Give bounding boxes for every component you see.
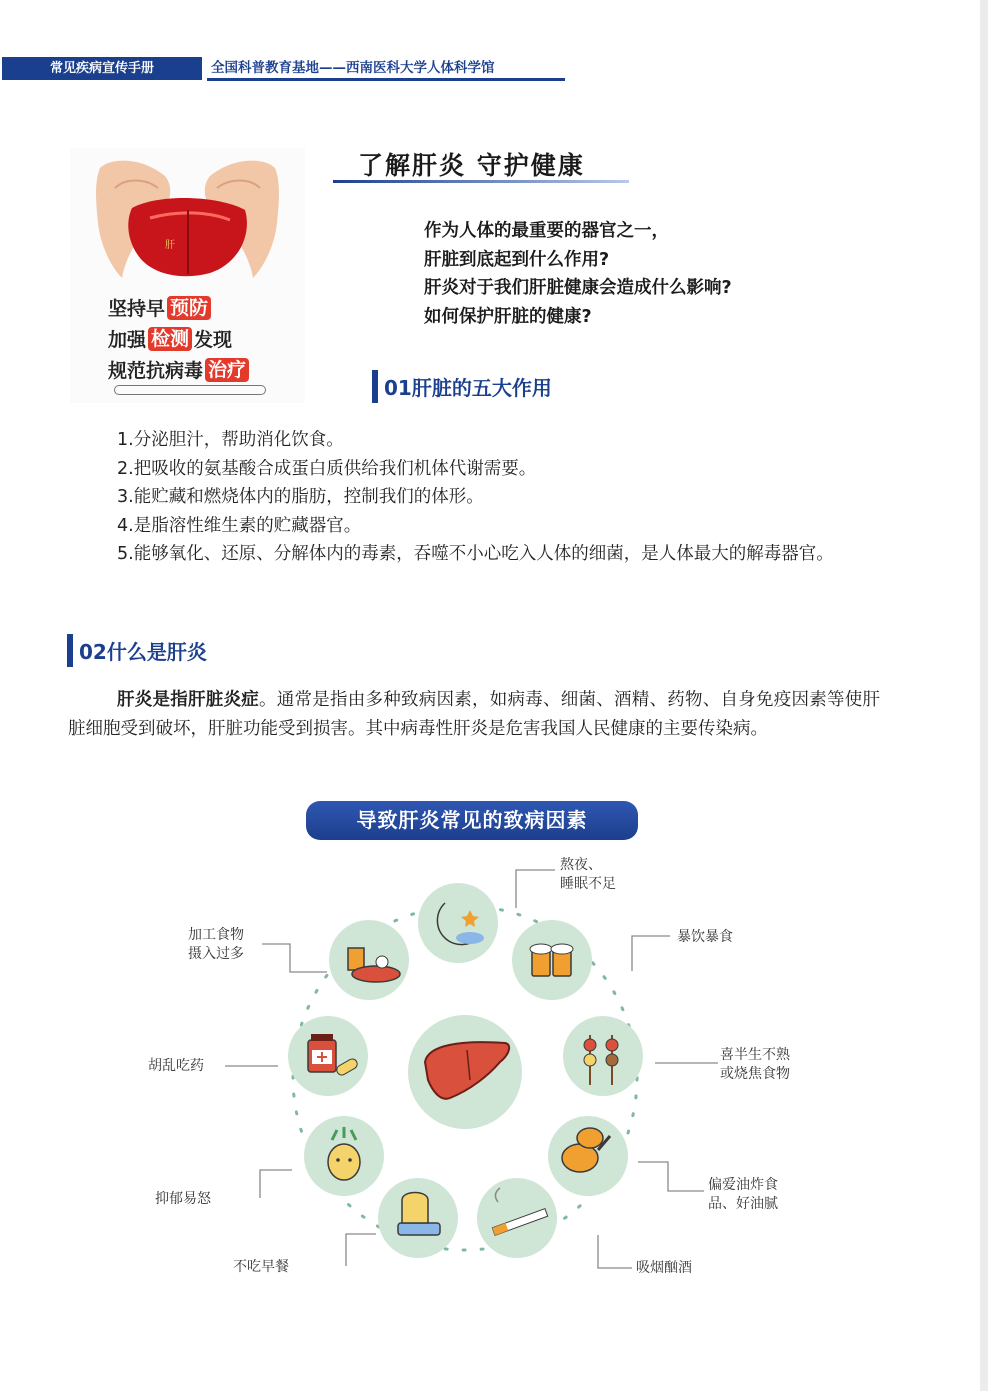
label-line: 品、好油腻 [708, 1196, 778, 1212]
definition-lead: 肝炎是指肝脏炎症 [117, 690, 259, 710]
label-line: 摄入过多 [188, 946, 244, 962]
page-title: 了解肝炎 守护健康 [358, 151, 585, 180]
institution-label: 全国科普教育基地——西南医科大学人体科学馆 [211, 60, 495, 76]
header-rule [207, 78, 565, 81]
cigarette-icon [477, 1178, 557, 1258]
risk-factors-diagram [0, 840, 988, 1310]
label-line: 抑郁易怒 [155, 1191, 211, 1207]
factor-label-processed [188, 926, 244, 964]
promo-line [108, 292, 251, 323]
promo-text: 规范抗病毒 [108, 360, 204, 382]
promo-highlight: 检测 [148, 327, 192, 351]
moon-sleep-icon [418, 883, 498, 963]
heading-text: 02什么是肝炎 [79, 640, 207, 664]
intro-line: 作为人体的最重要的器官之一， [424, 221, 669, 241]
definition-body: 。通常是指由多种致病因素，如病毒、细菌、酒精、药物、自身免疫因素等使肝脏细胞受到破坏，肝脏功能受到损害。其中病毒性肝炎是危害我国人民健康的主要传染病。 [68, 690, 880, 739]
factor-label-drugs [148, 1057, 204, 1076]
intro-line: 肝脏到底起到什么作用? [424, 249, 610, 270]
factor-label-breakfast [233, 1258, 289, 1277]
factor-label-raw [720, 1046, 790, 1084]
booklet-label: 常见疾病宣传手册 [2, 57, 202, 80]
label-line: 或烧焦食物 [720, 1066, 790, 1082]
label-line: 吸烟酗酒 [636, 1260, 692, 1276]
promo-text: 加强 [108, 329, 147, 351]
beer-icon [512, 920, 592, 1000]
liver-functions-list [68, 426, 888, 569]
promo-line [108, 323, 251, 354]
list-item: 1.分泌胆汁，帮助消化饮食。 [117, 430, 344, 450]
liver-center-icon [408, 1015, 522, 1129]
promo-text: 坚持早 [108, 298, 166, 320]
label-line: 偏爱油炸食 [708, 1177, 778, 1193]
list-item: 3.能贮藏和燃烧体内的脂肪，控制我们的体形。 [117, 487, 484, 507]
label-line: 不吃早餐 [233, 1259, 289, 1275]
hepatitis-definition [68, 686, 880, 743]
list-item: 2.把吸收的氨基酸合成蛋白质供给我们机体代谢需要。 [117, 458, 537, 479]
heading-text: 01肝脏的五大作用 [384, 376, 552, 400]
intro-line: 如何保护肝脏的健康? [424, 306, 592, 327]
section-heading-liver-functions [372, 370, 552, 403]
list-item: 4.是脂溶性维生素的贮藏器官。 [117, 515, 362, 536]
promo-slogans [108, 292, 251, 385]
svg-text:肝: 肝 [165, 240, 175, 251]
factor-label-fried [708, 1176, 778, 1214]
label-line: 胡乱吃药 [148, 1058, 204, 1074]
intro-line: 肝炎对于我们肝脏健康会造成什么影响? [424, 278, 732, 298]
medicine-bottle-icon [288, 1016, 368, 1096]
hepatitis-promo-image [70, 148, 305, 403]
angry-face-icon [304, 1116, 384, 1196]
label-line: 暴饮暴食 [677, 929, 733, 945]
label-line: 睡眠不足 [560, 876, 616, 892]
promo-line [108, 354, 251, 385]
factor-label-mood [155, 1190, 211, 1209]
promo-text: 发现 [194, 329, 233, 351]
heading-bar [67, 634, 73, 667]
factors-title-banner: 导致肝炎常见的致病因素 [306, 801, 638, 840]
factor-label-binge [677, 928, 733, 947]
fast-food-icon [329, 920, 409, 1000]
promo-highlight: 预防 [167, 296, 211, 320]
bread-icon [378, 1178, 458, 1258]
label-line: 熬夜、 [560, 857, 602, 873]
fried-chicken-icon [548, 1116, 628, 1196]
intro-questions [424, 217, 732, 331]
label-line: 喜半生不熟 [720, 1047, 790, 1063]
heading-bar [372, 370, 378, 403]
factor-label-smoke [636, 1259, 692, 1278]
promo-highlight: 治疗 [205, 358, 249, 382]
title-underline [333, 180, 629, 183]
skewer-icon [563, 1016, 643, 1096]
factor-label-night [560, 856, 616, 894]
promo-footnote [114, 385, 266, 395]
section-heading-what-is-hepatitis [67, 634, 207, 667]
label-line: 加工食物 [188, 927, 244, 943]
list-item: 5.能够氧化、还原、分解体内的毒素，吞噬不小心吃入人体的细菌，是人体最大的解毒器官。 [117, 544, 834, 564]
